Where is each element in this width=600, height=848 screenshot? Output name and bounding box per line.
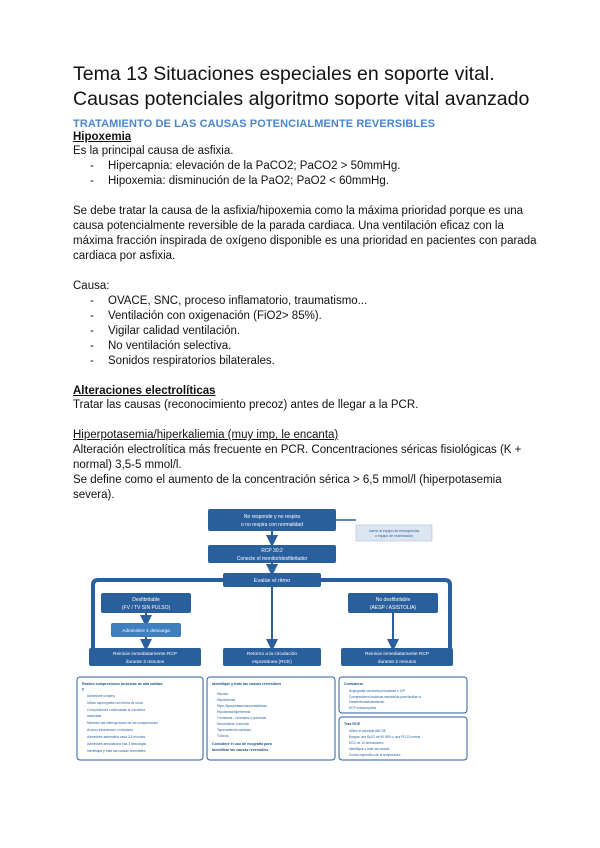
panel-considerar — [339, 677, 467, 713]
heading-hipoxemia: Hipoxemia — [73, 131, 132, 143]
svg-text:transferencia/tratamiento: transferencia/tratamiento — [349, 700, 385, 704]
list-item: - OVACE, SNC, proceso inflamatorio, traumatismo... — [90, 294, 543, 309]
heading-hiperpotasemia: Hiperpotasemia/hiperkaliemia (muy imp, le encanta) — [73, 429, 339, 441]
sva-algorithm-figure — [73, 505, 471, 762]
flow-text: Llame al equipo de emergencias — [368, 529, 420, 533]
flow-text: Evalúe el ritmo — [253, 578, 291, 584]
section-subtitle: TRATAMIENTO DE LAS CAUSAS POTENCIALMENTE REVERSIBLES — [73, 118, 436, 130]
flow-text: Reinicie inmediatamente RCP — [113, 652, 177, 657]
svg-text:ECG de 12 derivaciones: ECG de 12 derivaciones — [349, 741, 384, 745]
list-item: - Sonidos respiratorios bilaterales. — [90, 354, 543, 369]
causes-list — [73, 294, 543, 369]
svg-text:Administre adrenalina cada 3-5: Administre adrenalina cada 3-5 minutos — [87, 735, 146, 739]
flow-text: No desfibrilable — [375, 597, 411, 603]
svg-text:identificar las causas reversi: identificar las causas reversibles — [212, 748, 269, 752]
svg-text:Identifique y trate las causas: Identifique y trate las causas reversibles — [87, 749, 146, 753]
document-body — [73, 62, 543, 503]
list-item: - Vigilar calidad ventilación. — [90, 324, 543, 339]
flow-text: RCP 30:2 — [261, 548, 283, 554]
svg-text:Hipotermia/hipertermia: Hipotermia/hipertermia — [217, 710, 251, 714]
svg-text:Trombosis - coronaria o pulmon: Trombosis - coronaria o pulmonar — [217, 716, 267, 720]
svg-text:Acceso intravenoso o intraóseo: Acceso intravenoso o intraóseo — [87, 728, 134, 732]
svg-text:avanzada: avanzada — [87, 714, 102, 718]
hiperpotasemia-text-2: Se define como el aumento de la concentración sérica > 6,5 mmol/l (hiperpotasemia severa). — [73, 474, 502, 501]
list-item: - No ventilación selectiva. — [90, 339, 543, 354]
svg-text:Identifique y trate las causas: Identifique y trate las causas — [349, 747, 390, 751]
list-item: - Hipercapnia: elevación de la PaCO2; PaCO2 > 50mmHg. — [90, 159, 543, 174]
svg-text:Control específico de la tempe: Control específico de la temperatura — [349, 753, 401, 757]
flow-text: durante 2 minutos — [125, 660, 165, 665]
flow-text: No responde y no respira — [243, 514, 301, 520]
list-item: - Hipoxemia: disminución de la PaO2; PaO2 < 60mmHg. — [90, 174, 543, 189]
svg-text:Considere el uso de ecografía: Considere el uso de ecografía para — [212, 742, 272, 746]
svg-text:Identifique y trate las causas: Identifique y trate las causas reversibles — [212, 682, 282, 686]
svg-text:Neumotórax a tensión: Neumotórax a tensión — [217, 722, 250, 726]
svg-text:Taponamiento cardíaco: Taponamiento cardíaco — [217, 728, 252, 732]
title-line-1: Tema 13 Situaciones especiales en soporte vital. — [73, 63, 495, 85]
panel-tras-rce — [339, 717, 467, 760]
svg-text:Compresiones continuadas si ví: Compresiones continuadas si vía aérea — [87, 708, 145, 712]
svg-text:Busque una SpO2 de 94-98% y un: Busque una SpO2 de 94-98% y una PCO2 normal — [349, 735, 421, 739]
svg-text:y: y — [82, 687, 84, 691]
panel-causas-reversibles — [207, 677, 335, 760]
heading-electroliticas: Alteraciones electrolíticas — [73, 385, 216, 397]
flow-text: o no respira con normalidad — [241, 522, 303, 528]
svg-text:Administre oxígeno: Administre oxígeno — [87, 694, 116, 698]
flow-text: Reinicie inmediatamente RCP — [365, 652, 429, 657]
svg-text:Compresiones torácicas mecánic: Compresiones torácicas mecánicas para facilitar la — [349, 695, 421, 699]
hipoxemia-list — [73, 159, 543, 189]
flow-text: Administre 1 descarga — [122, 629, 170, 634]
title-line-2: Causas potenciales algoritmo soporte vital avanzado — [73, 88, 530, 110]
flow-text: o equipo de reanimación — [374, 534, 414, 538]
svg-text:Administre amiodarona tras 3 d: Administre amiodarona tras 3 descargas — [87, 742, 147, 746]
svg-text:Minimice las interrupciones de: Minimice las interrupciones de las compresiones — [87, 721, 158, 725]
svg-text:Utilice capnografía con forma: Utilice capnografía con forma de onda — [87, 701, 143, 705]
page-title — [73, 62, 543, 112]
svg-text:Tras RCE: Tras RCE — [344, 722, 360, 726]
flow-text: Retorno a la circulación — [246, 652, 298, 657]
svg-text:Hipoxia: Hipoxia — [217, 692, 228, 696]
svg-text:Hipo-/hiperpotasemia/metabólic: Hipo-/hiperpotasemia/metabólicas — [217, 704, 267, 708]
causa-label: Causa: — [73, 280, 110, 292]
flow-text: (AESP / ASISTOLIA) — [369, 605, 417, 611]
flow-text: Conecte el monitor/desfibrilador — [236, 556, 308, 562]
hiperpotasemia-text-1: Alteración electrolítica más frecuente en PCR. Concentraciones séricas fisiológicas (K + normal) 3,5-5 mmol/l. — [73, 444, 522, 471]
flow-text: durante 2 minutos — [377, 660, 417, 665]
svg-text:RCP extracorpórea: RCP extracorpórea — [349, 706, 377, 710]
svg-text:Angiografía coronaria percután: Angiografía coronaria percutánea e ICP — [349, 689, 406, 693]
list-item: - Ventilación con oxigenación (FiO2> 85%). — [90, 309, 543, 324]
flow-text: Desfibrilable — [132, 597, 160, 603]
flow-text: (FV / TV SIN PULSO) — [121, 605, 171, 611]
panel-compresiones — [77, 677, 203, 760]
electroliticas-text: Tratar las causas (reconocimiento precoz) antes de llegar a la PCR. — [73, 399, 419, 411]
svg-text:Tóxicos: Tóxicos — [217, 734, 229, 738]
flow-text: espontánea (RCE) — [252, 660, 292, 665]
hipoxemia-intro: Es la principal causa de asfixia. — [73, 145, 234, 157]
flow-box-llame — [356, 525, 432, 541]
svg-text:Utilice el abordaje ABCDE: Utilice el abordaje ABCDE — [349, 729, 387, 733]
svg-text:Considerar: Considerar — [344, 682, 363, 686]
hipoxemia-paragraph: Se debe tratar la causa de la asfixia/hipoxemia como la máxima prioridad porque es una causa potencialmente reversible de la parada cardiaca. Una ventilación eficaz con la máxima fracción inspirada de oxígeno disponible es una prioridad en pacientes con parada cardiaca por asfixia. — [73, 205, 537, 262]
svg-text:Realice compresiones torácicas: Realice compresiones torácicas de alta calidad — [82, 682, 163, 686]
svg-text:Hipovolemia: Hipovolemia — [217, 698, 236, 702]
